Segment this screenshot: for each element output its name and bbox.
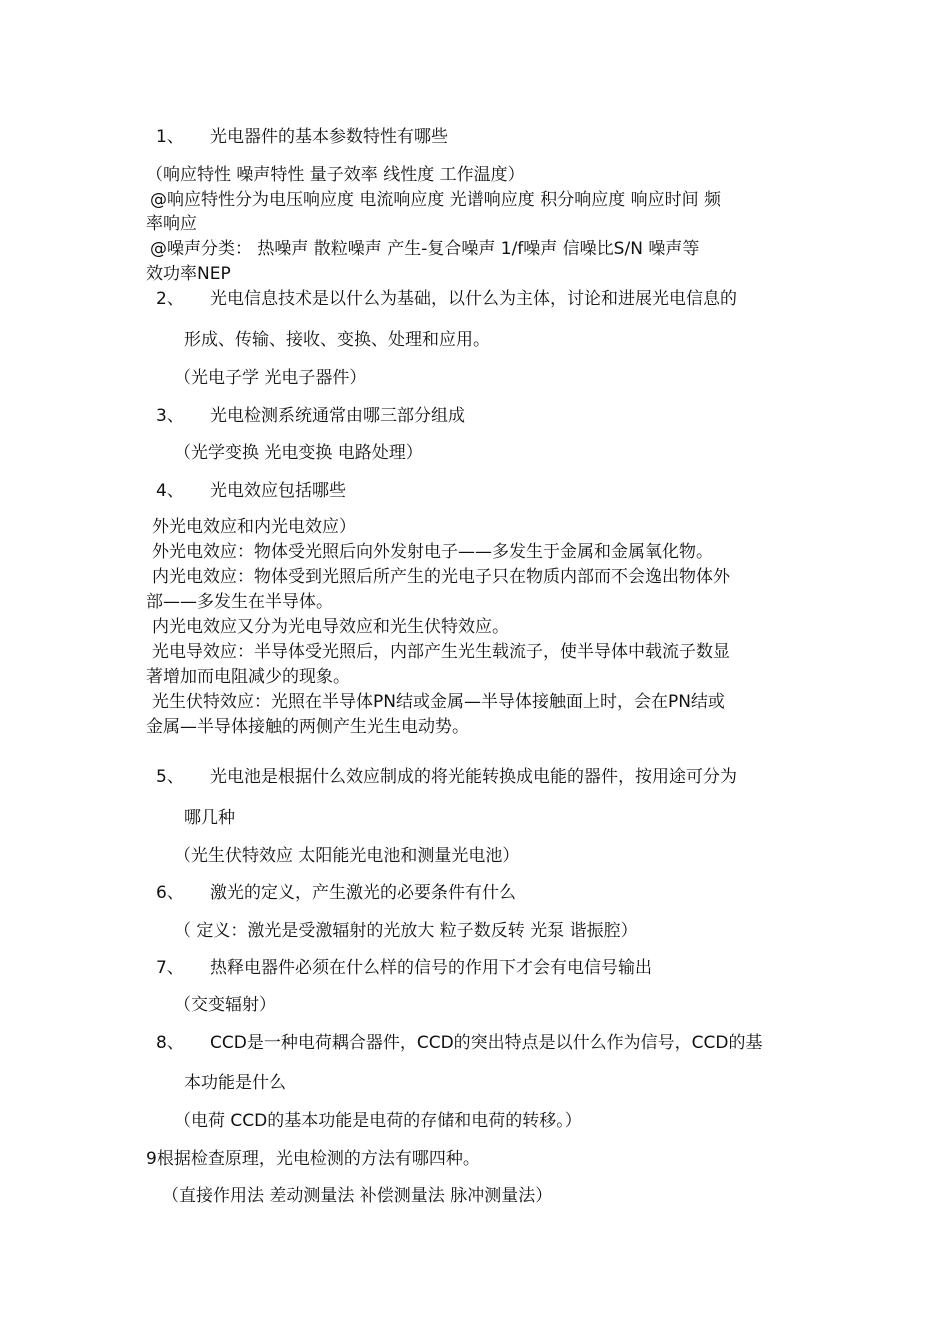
q4-line: 外光电效应：物体受光照后向外发射电子——多发生于金属和金属氧化物。	[152, 542, 713, 562]
q3-title: 光电检测系统通常由哪三部分组成	[210, 406, 465, 426]
q4-line: 内光电效应又分为光电导效应和光生伏特效应。	[152, 617, 509, 637]
q5-title-line2: 哪几种	[184, 808, 235, 828]
q7-answer: （交变辐射）	[174, 995, 276, 1015]
q7-title: 热释电器件必须在什么样的信号的作用下才会有电信号输出	[210, 958, 652, 978]
q6-title: 激光的定义，产生激光的必要条件有什么	[210, 883, 516, 903]
q3-answer: （光学变换 光电变换 电路处理）	[174, 443, 423, 463]
q5-answer: （光生伏特效应 太阳能光电池和测量光电池）	[174, 846, 520, 866]
q6-number: 6、	[156, 883, 184, 903]
q5-title-line1: 光电池是根据什么效应制成的将光能转换成电能的器件，按用途可分为	[210, 767, 737, 787]
q1-note2-line2: 效功率NEP	[146, 264, 231, 284]
q9-title: 9根据检查原理，光电检测的方法有哪四种。	[146, 1149, 480, 1169]
q4-line: 金属—半导体接触的两侧产生光生电动势。	[146, 717, 469, 737]
q2-answer: （光电子学 光电子器件）	[174, 368, 367, 388]
q8-title-line2: 本功能是什么	[184, 1073, 286, 1093]
q5-number: 5、	[156, 767, 184, 787]
q1-title: 光电器件的基本参数特性有哪些	[210, 127, 448, 147]
q8-title-line1: CCD是一种电荷耦合器件，CCD的突出特点是以什么作为信号，CCD的基	[210, 1033, 763, 1053]
q8-answer: （电荷 CCD的基本功能是电荷的存储和电荷的转移。）	[174, 1111, 582, 1131]
q9-answer: （直接作用法 差动测量法 补偿测量法 脉冲测量法）	[162, 1186, 553, 1206]
q4-title: 光电效应包括哪些	[210, 481, 346, 501]
q4-line: 光生伏特效应：光照在半导体PN结或金属—半导体接触面上时，会在PN结或	[152, 692, 725, 712]
q1-note1-line2: 率响应	[146, 214, 197, 234]
q4-line: 部——多发生在半导体。	[146, 592, 333, 612]
q4-line: 著增加而电阻减少的现象。	[146, 667, 350, 687]
q4-line: 内光电效应：物体受到光照后所产生的光电子只在物质内部而不会逸出物体外	[152, 567, 730, 587]
q1-note2-line1: @噪声分类： 热噪声 散粒噪声 产生-复合噪声 1/f噪声 信噪比S/N 噪声等	[150, 239, 700, 259]
q8-number: 8、	[156, 1033, 184, 1053]
q3-number: 3、	[156, 406, 184, 426]
q1-number: 1、	[156, 127, 184, 147]
q6-answer: （ 定义：激光是受激辐射的光放大 粒子数反转 光泵 谐振腔）	[174, 921, 638, 941]
q4-line: 外光电效应和内光电效应）	[152, 517, 356, 537]
q2-title-line2: 形成、传输、接收、变换、处理和应用。	[184, 330, 490, 350]
q2-title-line1: 光电信息技术是以什么为基础，以什么为主体，讨论和进展光电信息的	[210, 289, 737, 309]
q1-answer: （响应特性 噪声特性 量子效率 线性度 工作温度）	[146, 165, 525, 185]
q4-number: 4、	[156, 481, 184, 501]
q1-note1-line1: @响应特性分为电压响应度 电流响应度 光谱响应度 积分响应度 响应时间 频	[150, 190, 722, 210]
q7-number: 7、	[156, 958, 184, 978]
q4-line: 光电导效应：半导体受光照后，内部产生光生载流子，使半导体中载流子数显	[152, 642, 730, 662]
q2-number: 2、	[156, 289, 184, 309]
